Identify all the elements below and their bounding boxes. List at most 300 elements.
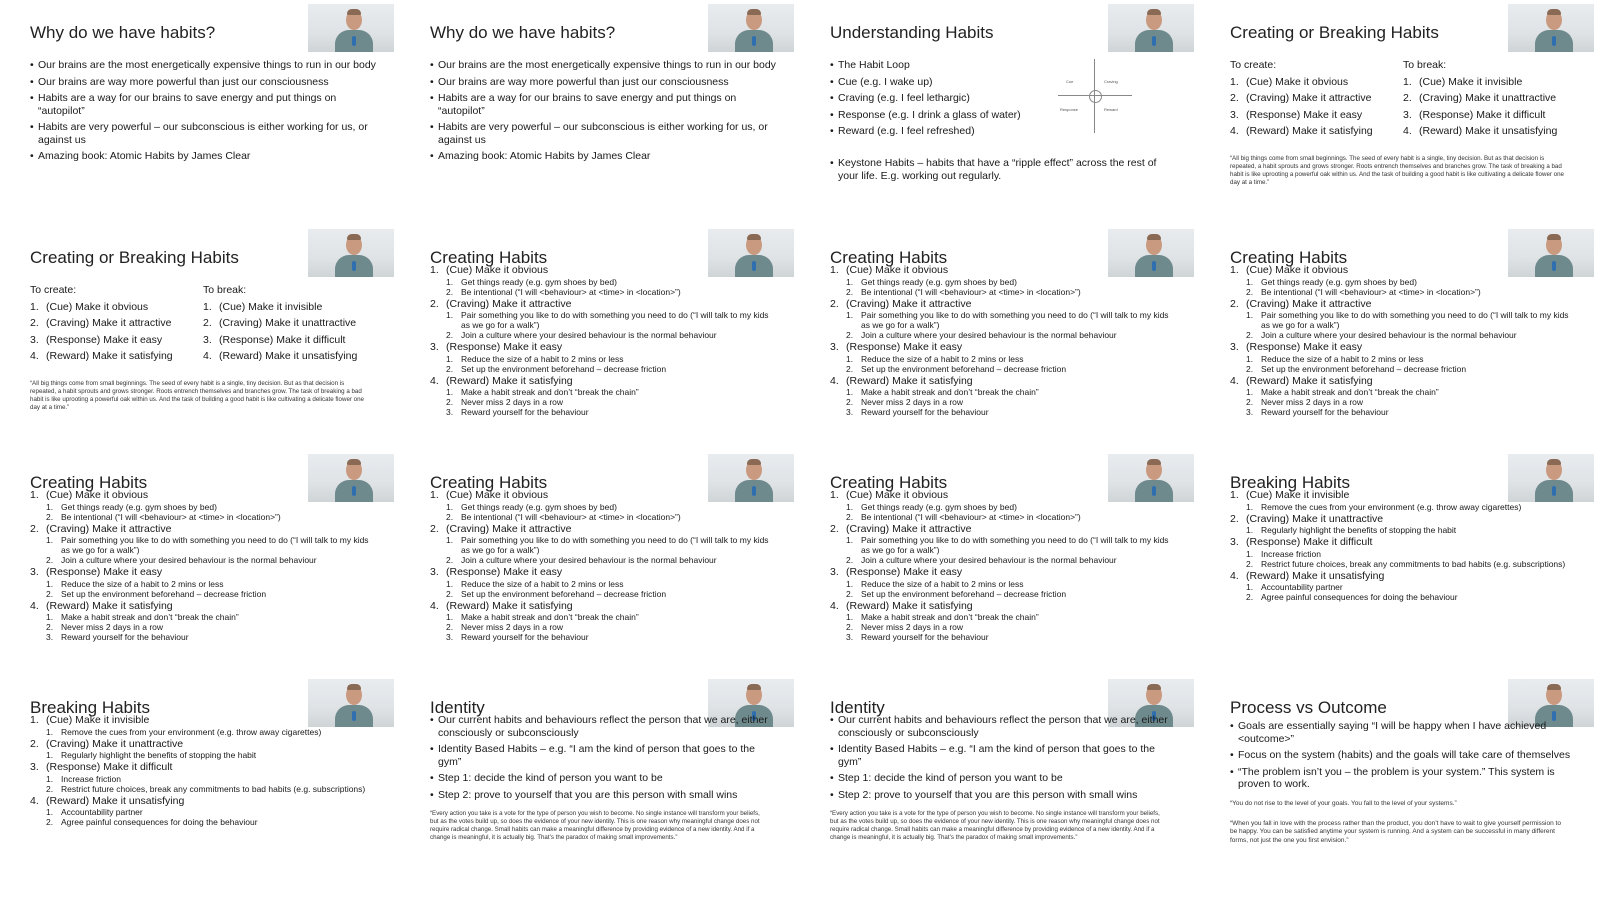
bullet-item: • Step 2: prove to yourself that you are this person with small wins: [430, 789, 776, 802]
item-number: 1.: [203, 300, 212, 313]
sub-item: [446, 622, 776, 632]
sub-text: Get things ready (e.g. gym shoes by bed): [461, 501, 617, 512]
book-quote: “Every action you take is a vote for the type of person you wish to become. No single instance will transform your beliefs, but as the votes build up, so does the evidence of your new identity. This is one reason why meaningful change does not require radical change. Small habits can make a meaningful difference by providing evidence of a new identity. And if a change is meaningful, it is actually big. That’s the paradox of making small improvements.”: [830, 810, 1160, 841]
item-text: (Cue) Make it invisible: [1419, 75, 1523, 88]
sub-text: Reward yourself for the behaviour: [461, 407, 589, 417]
diagram-label: Cue: [1066, 79, 1074, 84]
diagram-label: Craving: [1104, 79, 1118, 84]
create-heading: To create:: [30, 284, 77, 296]
sub-text: Get things ready (e.g. gym shoes by bed): [461, 276, 617, 287]
item-text: (Response) Make it easy: [446, 341, 563, 353]
sub-list: [846, 310, 1176, 340]
sub-item: [46, 727, 376, 737]
slide-8[interactable]: [1202, 228, 1594, 448]
sub-text: Make a habit streak and don’t “break the chain”: [461, 612, 639, 622]
item-number: 2.: [30, 317, 39, 329]
sub-item: [1246, 549, 1576, 559]
sub-number: 3.: [846, 632, 854, 642]
item-row: [1230, 536, 1576, 549]
break-column: [203, 284, 376, 367]
item-text: (Reward) Make it satisfying: [446, 599, 573, 612]
item-number: 4.: [1230, 125, 1239, 137]
sub-number: 2.: [1246, 558, 1254, 569]
sub-number: 2.: [446, 286, 454, 297]
item-number: 4.: [830, 374, 839, 387]
item-text: (Response) Make it difficult: [46, 761, 173, 773]
numbered-list: [30, 489, 376, 642]
sub-number: 1.: [846, 612, 854, 622]
sub-number: 1.: [46, 578, 54, 589]
sub-number: 1.: [846, 578, 854, 589]
numbered-item: [203, 334, 376, 347]
sub-item: [846, 397, 1176, 407]
sub-list: [1246, 277, 1576, 297]
item-row: [830, 341, 1176, 354]
item-text: (Cue) Make it obvious: [846, 264, 949, 276]
item-text: (Cue) Make it obvious: [846, 489, 949, 501]
item-row: [830, 600, 1176, 613]
sub-text: Never miss 2 days in a row: [861, 397, 964, 407]
sub-text: Increase friction: [61, 773, 121, 784]
sub-item: [446, 397, 776, 407]
numbered-item: [1230, 92, 1403, 105]
slide-6[interactable]: [402, 228, 794, 448]
bullet-list: [830, 714, 1176, 801]
slide-9[interactable]: [2, 453, 394, 673]
sub-item: [1246, 397, 1576, 407]
numbered-item: [203, 301, 376, 314]
sub-item: [446, 555, 776, 565]
sub-list: [446, 535, 776, 565]
sub-text: Pair something you like to do with something you need to do (“I will talk to my kids as we go for a walk”): [61, 535, 369, 555]
presenter-video-thumbnail: [708, 4, 794, 52]
numbered-item: [30, 317, 203, 330]
item-row: [30, 523, 376, 536]
sub-item: [846, 364, 1176, 374]
sub-item: [46, 784, 376, 794]
sub-text: Set up the environment beforehand – decrease friction: [461, 363, 667, 374]
item-text: (Cue) Make it invisible: [46, 714, 150, 726]
numbered-item: [430, 375, 776, 418]
sub-list: [46, 535, 376, 565]
habit-loop-diagram: [1058, 59, 1132, 133]
sub-text: Reduce the size of a habit to 2 mins or less: [861, 578, 1024, 589]
sub-text: Set up the environment beforehand – decrease friction: [861, 588, 1067, 599]
bullet-item: • Step 1: decide the kind of person you want to be: [830, 772, 1176, 785]
item-text: (Response) Make it easy: [46, 566, 163, 578]
sub-number: 2.: [446, 622, 454, 632]
sub-item: [46, 589, 376, 599]
sub-item: [46, 807, 376, 817]
sub-text: Get things ready (e.g. gym shoes by bed): [861, 501, 1017, 512]
item-number: 1.: [1230, 75, 1239, 88]
sub-text: Remove the cues from your environment (e.g. throw away cigarettes): [61, 726, 322, 737]
item-text: (Response) Make it easy: [446, 566, 563, 578]
item-row: [830, 523, 1176, 536]
presenter-video-thumbnail: [308, 4, 394, 52]
sub-list: [46, 727, 376, 737]
item-row: [1230, 264, 1576, 277]
sub-number: 2.: [446, 330, 454, 340]
item-number: 2.: [30, 737, 39, 750]
numbered-list: [1403, 76, 1576, 138]
item-number: 2.: [1403, 92, 1412, 104]
item-text: (Craving) Make it attractive: [446, 522, 572, 535]
slide-10[interactable]: [402, 453, 794, 673]
sub-number: 2.: [446, 397, 454, 407]
sub-number: 3.: [446, 632, 454, 642]
numbered-item: [30, 334, 203, 347]
numbered-item: [30, 489, 376, 522]
numbered-item: [830, 375, 1176, 418]
sub-number: 2.: [446, 363, 454, 374]
numbered-list: [203, 301, 376, 363]
numbered-item: [430, 600, 776, 643]
sub-number: 1.: [846, 276, 854, 287]
sub-item: [1246, 354, 1576, 364]
sub-list: [446, 310, 776, 340]
sub-text: Reduce the size of a habit to 2 mins or less: [1261, 353, 1424, 364]
slide-11[interactable]: [802, 453, 1194, 673]
item-row: [1230, 489, 1576, 502]
slide-5[interactable]: [2, 228, 394, 448]
sub-number: 1.: [1246, 353, 1254, 364]
sub-number: 1.: [446, 387, 454, 397]
item-number: 3.: [30, 566, 39, 578]
item-text: (Cue) Make it obvious: [1246, 264, 1349, 276]
item-text: (Cue) Make it obvious: [1246, 75, 1349, 88]
sub-text: Reward yourself for the behaviour: [861, 407, 989, 417]
slide-content: [1230, 489, 1576, 603]
sub-item: [846, 502, 1176, 512]
slide-content: [830, 59, 1044, 142]
sub-item: [446, 589, 776, 599]
sub-number: 1.: [46, 750, 54, 760]
slide-title: Creating Habits: [430, 248, 548, 267]
sub-item: [46, 612, 376, 622]
sub-text: Set up the environment beforehand – decrease friction: [1261, 363, 1467, 374]
create-heading: To create:: [1230, 59, 1277, 71]
slide-title: Creating or Breaking Habits: [30, 248, 239, 267]
slide-7[interactable]: [802, 228, 1194, 448]
item-row: [30, 489, 376, 502]
numbered-item: [1403, 92, 1576, 105]
book-quote: “When you fall in love with the process rather than the product, you don’t have to wait to give yourself permission to be happy. You can be satisfied anytime your system is running. And a system can be successful in many different forms, not just the one you first envision.”: [1230, 820, 1561, 844]
item-row: [1230, 298, 1576, 311]
sub-list: [846, 387, 1176, 417]
sub-list: [846, 354, 1176, 374]
item-row: [1230, 570, 1576, 583]
sub-list: [846, 535, 1176, 565]
slide-1[interactable]: [2, 3, 394, 223]
item-row: [830, 375, 1176, 388]
item-number: 4.: [1230, 569, 1239, 582]
item-row: [1230, 513, 1576, 526]
slide-2[interactable]: [402, 3, 794, 223]
item-number: 3.: [1230, 536, 1239, 548]
sub-text: Join a culture where your desired behaviour is the normal behaviour: [461, 330, 717, 340]
numbered-item: [203, 350, 376, 363]
sub-number: 2.: [46, 817, 54, 827]
item-number: 3.: [430, 341, 439, 353]
item-row: [830, 264, 1176, 277]
sub-list: [846, 612, 1176, 642]
numbered-item: [1230, 536, 1576, 569]
item-text: (Craving) Make it unattractive: [1246, 512, 1384, 525]
item-text: (Reward) Make it satisfying: [446, 374, 573, 387]
sub-text: Set up the environment beforehand – decrease friction: [861, 363, 1067, 374]
sub-number: 1.: [1246, 548, 1254, 559]
sub-item: [846, 622, 1176, 632]
slide-content: [830, 714, 1176, 805]
sub-item: [846, 310, 1176, 330]
sub-text: Remove the cues from your environment (e.g. throw away cigarettes): [1261, 501, 1522, 512]
slide-content: [30, 489, 376, 643]
numbered-item: [30, 523, 376, 566]
sub-number: 2.: [46, 588, 54, 599]
slide-content: [430, 264, 776, 418]
slide-title: Creating Habits: [30, 473, 148, 492]
numbered-item: [830, 341, 1176, 374]
item-text: (Craving) Make it unattractive: [1419, 92, 1557, 104]
item-text: (Cue) Make it invisible: [1246, 489, 1350, 501]
sub-number: 2.: [446, 588, 454, 599]
numbered-item: [30, 350, 203, 363]
numbered-item: [1403, 125, 1576, 138]
sub-text: Join a culture where your desired behaviour is the normal behaviour: [1261, 330, 1517, 340]
sub-item: [46, 555, 376, 565]
sub-text: Reward yourself for the behaviour: [861, 632, 989, 642]
sub-number: 1.: [46, 612, 54, 622]
sub-list: [46, 750, 376, 760]
sub-item: [846, 287, 1176, 297]
slide-content: [1230, 264, 1576, 418]
bullet-list: [1230, 720, 1576, 791]
item-number: 2.: [30, 522, 39, 535]
sub-list: [1246, 387, 1576, 417]
sub-text: Be intentional (“I will <behaviour> at <time> in <location>”): [1261, 286, 1481, 297]
slide-title: Why do we have habits?: [30, 23, 216, 42]
slide-title: Creating Habits: [830, 473, 948, 492]
sub-list: [46, 579, 376, 599]
sub-text: Never miss 2 days in a row: [861, 622, 964, 632]
sub-text: Agree painful consequences for doing the behaviour: [1261, 592, 1458, 602]
numbered-item: [1230, 489, 1576, 512]
bullet-item: • Our brains are the most energetically expensive things to run in our body: [430, 59, 776, 72]
sub-text: Reward yourself for the behaviour: [461, 632, 589, 642]
sub-number: 1.: [446, 353, 454, 364]
item-text: (Reward) Make it unsatisfying: [46, 794, 185, 807]
slide-14[interactable]: [402, 678, 794, 898]
item-text: (Cue) Make it obvious: [446, 264, 549, 276]
bullet-item: • Cue (e.g. I wake up): [830, 76, 1044, 89]
sub-item: [1246, 330, 1576, 340]
item-number: 2.: [830, 522, 839, 535]
sub-item: [446, 512, 776, 522]
presenter-video-thumbnail: [1508, 4, 1594, 52]
numbered-item: [830, 566, 1176, 599]
sub-text: Reduce the size of a habit to 2 mins or less: [461, 353, 624, 364]
item-row: [30, 761, 376, 774]
slide-title: Creating Habits: [430, 473, 548, 492]
book-quote: “Every action you take is a vote for the type of person you wish to become. No single instance will transform your beliefs, but as the votes build up, so does the evidence of your new identity. This is one reason why meaningful change does not require radical change. Small habits can make a meaningful difference by providing evidence of a new identity. And if a change is meaningful, it is actually big. That’s the paradox of making small improvements.”: [430, 810, 760, 841]
sub-item: [46, 622, 376, 632]
slide-3[interactable]: [802, 3, 1194, 223]
bullet-item: • Our brains are way more powerful than just our consciousness: [430, 76, 776, 89]
sub-text: Pair something you like to do with something you need to do (“I will talk to my kids as we go for a walk”): [461, 310, 769, 330]
item-number: 2.: [1230, 512, 1239, 525]
item-number: 3.: [1230, 108, 1239, 121]
sub-item: [1246, 525, 1576, 535]
sub-text: Make a habit streak and don’t “break the chain”: [861, 387, 1039, 397]
break-heading: To break:: [1403, 59, 1447, 71]
sub-text: Make a habit streak and don’t “break the chain”: [461, 387, 639, 397]
numbered-list: [1230, 264, 1576, 417]
sub-item: [1246, 502, 1576, 512]
sub-text: Make a habit streak and don’t “break the chain”: [1261, 387, 1439, 397]
numbered-item: [30, 301, 203, 314]
sub-list: [846, 277, 1176, 297]
slide-12[interactable]: [1202, 453, 1594, 673]
sub-number: 2.: [446, 555, 454, 565]
sub-number: 3.: [846, 407, 854, 417]
item-row: [30, 600, 376, 613]
item-number: 1.: [30, 714, 39, 726]
item-number: 2.: [1230, 92, 1239, 104]
sub-list: [446, 277, 776, 297]
slide-13[interactable]: [2, 678, 394, 898]
sub-number: 2.: [846, 286, 854, 297]
sub-text: Get things ready (e.g. gym shoes by bed): [861, 276, 1017, 287]
sub-item: [1246, 387, 1576, 397]
sub-number: 2.: [446, 511, 454, 522]
sub-list: [46, 502, 376, 522]
sub-number: 1.: [46, 807, 54, 817]
numbered-list: [430, 264, 776, 417]
item-text: (Reward) Make it unsatisfying: [219, 350, 358, 362]
item-number: 3.: [203, 333, 212, 346]
diagram-label: Reward: [1104, 107, 1118, 112]
sub-item: [446, 502, 776, 512]
sub-list: [846, 579, 1176, 599]
sub-number: 2.: [46, 511, 54, 522]
bullet-item: • Habits are a way for our brains to save energy and put things on “autopilot”: [30, 92, 376, 117]
numbered-item: [1230, 513, 1576, 536]
sub-item: [846, 589, 1176, 599]
item-number: 3.: [830, 566, 839, 578]
sub-number: 1.: [446, 612, 454, 622]
item-number: 4.: [30, 794, 39, 807]
sub-text: Reduce the size of a habit to 2 mins or less: [861, 353, 1024, 364]
item-number: 3.: [30, 761, 39, 773]
sub-item: [1246, 559, 1576, 569]
item-number: 2.: [203, 317, 212, 329]
item-row: [430, 523, 776, 536]
sub-number: 1.: [1246, 310, 1254, 320]
numbered-item: [1230, 570, 1576, 603]
item-number: 1.: [430, 489, 439, 501]
item-number: 2.: [830, 297, 839, 310]
item-text: (Reward) Make it satisfying: [1246, 125, 1373, 137]
sub-item: [446, 364, 776, 374]
sub-number: 2.: [846, 588, 854, 599]
sub-item: [446, 612, 776, 622]
item-number: 3.: [1403, 108, 1412, 121]
sub-item: [1246, 277, 1576, 287]
sub-item: [446, 579, 776, 589]
item-number: 4.: [830, 599, 839, 612]
numbered-list: [1230, 489, 1576, 602]
numbered-item: [1230, 76, 1403, 89]
item-row: [30, 738, 376, 751]
numbered-item: [830, 489, 1176, 522]
numbered-item: [830, 523, 1176, 566]
sub-list: [846, 502, 1176, 522]
item-text: (Reward) Make it satisfying: [846, 599, 973, 612]
slide-15[interactable]: [802, 678, 1194, 898]
slide-4[interactable]: [1202, 3, 1594, 223]
item-text: (Craving) Make it attractive: [46, 522, 172, 535]
item-row: [430, 489, 776, 502]
sub-text: Reward yourself for the behaviour: [1261, 407, 1389, 417]
sub-number: 2.: [1246, 363, 1254, 374]
book-quote: “You do not rise to the level of your goals. You fall to the level of your systems.”: [1230, 800, 1457, 807]
bullet-item: • Habits are very powerful – our subconscious is either working for us, or against us: [430, 121, 776, 146]
sub-item: [846, 354, 1176, 364]
bullet-item: • Our current habits and behaviours reflect the person that we are, either consciously or subconsciously: [430, 714, 776, 739]
sub-item: [846, 512, 1176, 522]
break-column: [1403, 59, 1576, 142]
sub-number: 1.: [846, 501, 854, 512]
slide-16[interactable]: [1202, 678, 1594, 898]
sub-number: 1.: [1246, 582, 1254, 592]
slide-title: Creating Habits: [830, 248, 948, 267]
sub-item: [1246, 364, 1576, 374]
slide-title: Creating or Breaking Habits: [1230, 23, 1439, 42]
numbered-list: [830, 264, 1176, 417]
sub-number: 1.: [46, 501, 54, 512]
sub-number: 1.: [446, 535, 454, 545]
presenter-video-thumbnail: [1108, 4, 1194, 52]
bullet-item: • Our brains are the most energetically expensive things to run in our body: [30, 59, 376, 72]
item-text: (Reward) Make it unsatisfying: [1419, 125, 1558, 137]
slide-title: Process vs Outcome: [1230, 698, 1387, 717]
sub-item: [446, 277, 776, 287]
item-number: 4.: [430, 374, 439, 387]
numbered-item: [1230, 109, 1403, 122]
sub-text: Be intentional (“I will <behaviour> at <time> in <location>”): [461, 511, 681, 522]
bullet-item: • Identity Based Habits – e.g. “I am the kind of person that goes to the gym”: [830, 743, 1176, 768]
bullet-list: [430, 59, 776, 163]
item-row: [430, 341, 776, 354]
sub-number: 1.: [446, 276, 454, 287]
item-row: [830, 489, 1176, 502]
item-number: 1.: [30, 489, 39, 501]
item-text: (Cue) Make it invisible: [219, 300, 323, 313]
bullet-item: • The Habit Loop: [830, 59, 1044, 72]
sub-item: [846, 612, 1176, 622]
item-number: 3.: [30, 333, 39, 346]
item-row: [1230, 341, 1576, 354]
item-row: [30, 795, 376, 808]
sub-text: Reduce the size of a habit to 2 mins or less: [461, 578, 624, 589]
sub-item: [46, 512, 376, 522]
book-quote: “All big things come from small beginnings. The seed of every habit is a single, tiny decision. But as that decision is repeated, a habit sprouts and grows stronger. Roots entrench themselves and branches grow. The task of breaking a bad habit is like uprooting a powerful oak within us. And the task of building a good habit is like cultivating a delicate flower one day at a time.”: [30, 380, 364, 411]
numbered-item: [1230, 298, 1576, 341]
create-column: [1230, 59, 1403, 142]
sub-number: 2.: [846, 330, 854, 340]
numbered-item: [430, 489, 776, 522]
